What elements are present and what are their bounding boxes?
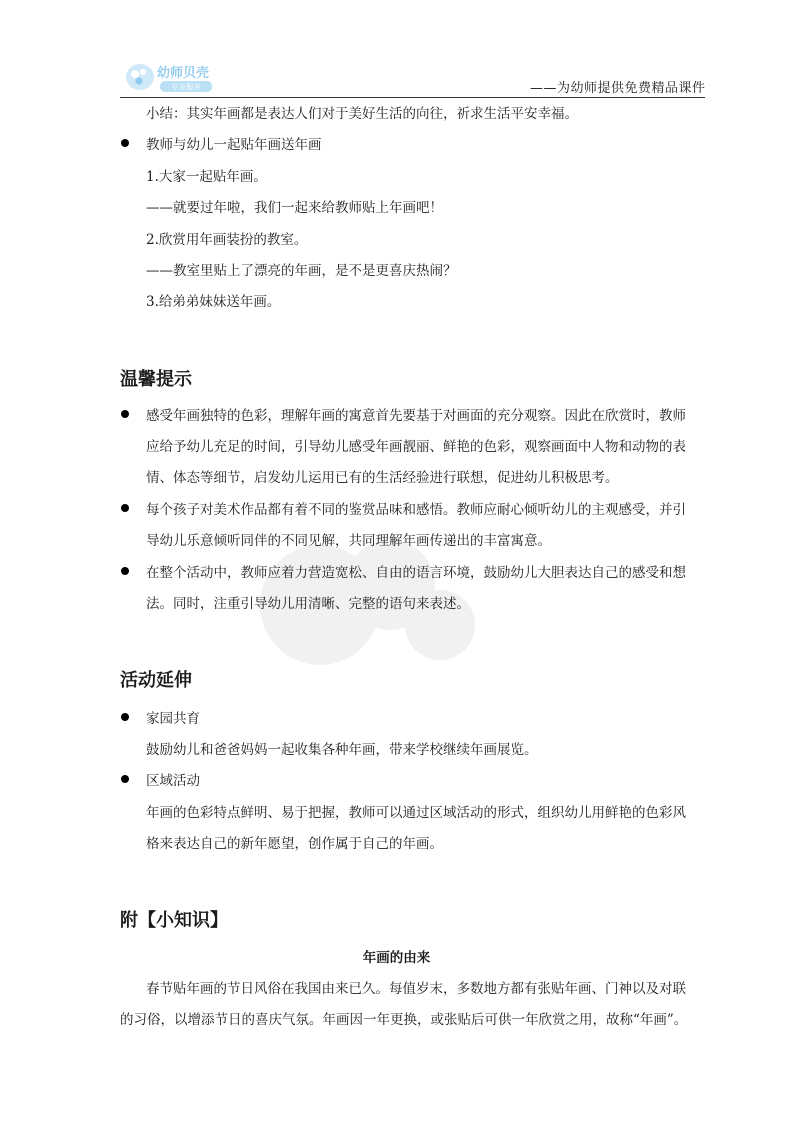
appendix-heading: 附【小知识】 xyxy=(120,910,228,931)
section1-line: 1.大家一起贴年画。 xyxy=(146,169,267,185)
logo-subtext: 专业服务 xyxy=(171,82,201,92)
extension-item-text: 鼓励幼儿和爸爸妈妈一起收集各种年画，带来学校继续年画展览。 xyxy=(146,742,538,758)
summary-text: 小结：其实年画都是表达人们对于美好生活的向往，祈求生活平安幸福。 xyxy=(146,106,578,122)
extension-item-text: 年画的色彩特点鲜明、易于把握，教师可以通过区域活动的形式，组织幼儿用鲜艳的色彩风 xyxy=(146,805,686,821)
extension-heading: 活动延伸 xyxy=(120,670,192,691)
section1-line: 3.给弟弟妹妹送年画。 xyxy=(146,294,281,310)
tips-heading: 温馨提示 xyxy=(120,369,192,390)
extension-item-title: 家园共育 xyxy=(146,711,200,727)
tips-line: 在整个活动中，教师应着力营造宽松、自由的语言环境，鼓励幼儿大胆表达自己的感受和想 xyxy=(146,565,686,581)
tips-line: 感受年画独特的色彩，理解年画的寓意首先要基于对画面的充分观察。因此在欣赏时，教师 xyxy=(146,408,686,424)
bullet-icon xyxy=(121,567,129,575)
tips-line: 导幼儿乐意倾听同伴的不同见解，共同理解年画传递出的丰富寓意。 xyxy=(146,533,551,549)
tips-line: 法。同时，注重引导幼儿用清晰、完整的语句来表述。 xyxy=(146,596,470,612)
section1-bullet-text: 教师与幼儿一起贴年画送年画 xyxy=(146,137,322,153)
section1-line: 2.欣赏用年画装扮的教室。 xyxy=(146,232,308,248)
brand-logo xyxy=(124,60,224,94)
header-slogan: ——为幼师提供免费精品课件 xyxy=(530,81,706,96)
appendix-title: 年画的由来 xyxy=(362,950,431,966)
bullet-icon xyxy=(121,504,129,512)
appendix-paragraph: 的习俗，以增添节日的喜庆气氛。年画因一年更换，或张贴后可供一年欣赏之用，故称“年画”。 xyxy=(120,1012,688,1028)
tips-line: 应给予幼儿充足的时间，引导幼儿感受年画靓丽、鲜艳的色彩，观察画面中人物和动物的表 xyxy=(146,439,686,455)
appendix-paragraph: 春节贴年画的节日风俗在我国由来已久。每值岁末，多数地方都有张贴年画、门神以及对联 xyxy=(146,981,686,997)
bullet-icon xyxy=(121,713,129,721)
section1-line: ——教室里贴上了漂亮的年画，是不是更喜庆热闹？ xyxy=(146,263,457,279)
extension-item-text: 格来表达自己的新年愿望，创作属于自己的年画。 xyxy=(146,836,443,852)
section1-line: ——就要过年啦，我们一起来给教师贴上年画吧！ xyxy=(146,200,443,216)
shell-icon xyxy=(126,64,154,90)
tips-line: 情、体态等细节，启发幼儿运用已有的生活经验进行联想，促进幼儿积极思考。 xyxy=(146,470,619,486)
tips-line: 每个孩子对美术作品都有着不同的鉴赏品味和感悟。教师应耐心倾听幼儿的主观感受，并引 xyxy=(146,502,686,518)
extension-item-title: 区域活动 xyxy=(146,773,200,789)
header-divider xyxy=(120,97,705,98)
bullet-icon xyxy=(121,775,129,783)
bullet-icon xyxy=(121,410,129,418)
bullet-icon xyxy=(121,139,129,147)
logo-text: 幼师贝壳 xyxy=(157,66,210,81)
